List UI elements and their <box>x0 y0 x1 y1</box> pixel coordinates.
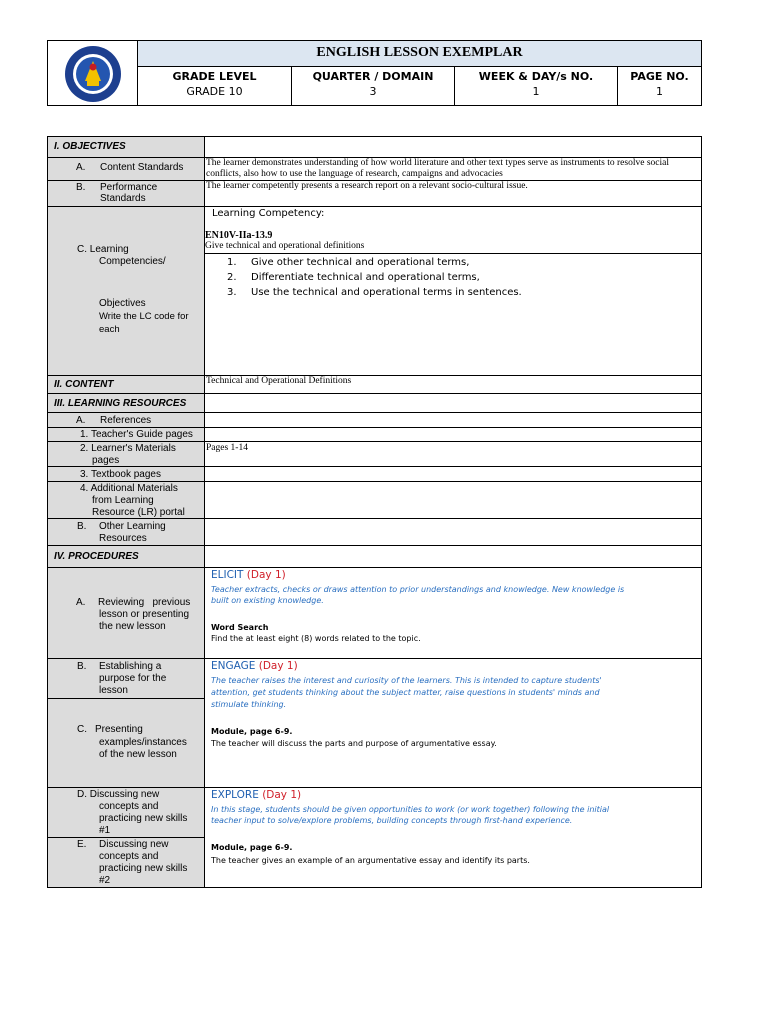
procedures-heading: IV. PROCEDURES <box>54 551 139 562</box>
additional-materials-label-1: 4. Additional Materials <box>80 483 178 494</box>
page-no-value: 1 <box>656 85 663 98</box>
references-cell <box>47 412 205 428</box>
procedure-d-label-1: D. Discussing new <box>77 789 160 800</box>
learning-competencies-label-2: Competencies/ <box>99 256 166 267</box>
procedure-a-letter: A. <box>76 597 86 608</box>
elicit-activity: Word Search <box>211 623 269 632</box>
engage-title-line <box>211 660 298 672</box>
resources-heading-cell <box>47 393 205 413</box>
additional-materials-label-3: Resource (LR) portal <box>92 507 185 518</box>
content-heading: II. CONTENT <box>54 379 114 390</box>
references-label: References <box>100 415 152 426</box>
explore-desc-2: teacher input to solve/explore problems, building concepts through first-hand experience. <box>211 816 573 825</box>
engage-title: ENGAGE <box>211 660 256 672</box>
procedure-d-cell <box>47 787 205 838</box>
header-logo-cell <box>47 40 138 106</box>
textbook-label: 3. Textbook pages <box>80 469 161 480</box>
procedure-c-letter: C. <box>77 724 87 735</box>
engage-ref: Module, page 6-9. <box>211 727 293 736</box>
other-resources-cell <box>47 518 205 546</box>
performance-standards-label-cell <box>47 180 205 207</box>
page-no-label: PAGE NO. <box>630 70 689 83</box>
learning-competency-heading: Learning Competency: <box>212 208 325 219</box>
objectives-heading: I. OBJECTIVES <box>54 141 126 152</box>
header-quarter <box>291 66 455 106</box>
procedure-a-label-3: the new lesson <box>99 621 166 632</box>
teachers-guide-cell <box>47 427 205 442</box>
elicit-instruction: Find the at least eight (8) words related to the topic. <box>211 634 421 643</box>
engage-desc-1: The teacher raises the interest and curiosity of the learners. This is intended to capture students' <box>211 676 602 685</box>
procedure-d-label-4: #1 <box>99 825 111 836</box>
engage-desc-2: attention, get students thinking about the subject matter, raise questions in students' minds and <box>211 688 600 697</box>
content-standards-value: The learner demonstrates understanding of how world literature and other text types serve as instruments to resolve social conflicts, also how to use the language of research, campaigns and advocacies <box>206 158 669 179</box>
elicit-title-line <box>211 569 286 581</box>
content-value-cell <box>204 375 702 394</box>
header-grade-level <box>137 66 292 106</box>
performance-standards-label-1: Performance <box>100 182 158 193</box>
learners-materials-cell <box>47 441 205 467</box>
procedure-e-letter: E. <box>77 839 87 850</box>
explore-instruction: The teacher gives an example of an argumentative essay and identify its parts. <box>211 856 530 865</box>
engage-cell <box>204 658 702 788</box>
other-resources-value <box>204 518 702 546</box>
content-standards-label-cell <box>47 157 205 181</box>
teachers-guide-value <box>204 427 702 442</box>
content-heading-cell <box>47 375 205 394</box>
learning-competencies-label-5: each <box>99 324 120 335</box>
procedure-a-label-1: Reviewing previous <box>98 597 191 608</box>
procedures-heading-cell <box>47 545 205 568</box>
procedure-b-label-1: Establishing a <box>99 661 162 672</box>
engage-instruction: The teacher will discuss the parts and purpose of argumentative essay. <box>211 739 497 748</box>
learning-competencies-label-1: C. Learning <box>77 244 129 255</box>
additional-materials-label-2: from Learning <box>92 495 154 506</box>
other-resources-letter: B. <box>77 521 87 532</box>
procedure-b-label-3: lesson <box>99 685 128 696</box>
procedure-c-label-3: of the new lesson <box>99 749 177 760</box>
elicit-desc-1: Teacher extracts, checks or draws attention to prior understandings and knowledge. New knowledge is <box>211 585 625 594</box>
learners-materials-label-1: 2. Learner's Materials <box>80 443 176 454</box>
header-page <box>617 66 702 106</box>
other-resources-label-1: Other Learning <box>99 521 166 532</box>
objectives-heading-value <box>204 136 702 158</box>
elicit-day: (Day 1) <box>246 569 286 581</box>
other-resources-label-2: Resources <box>99 533 147 544</box>
page-title: ENGLISH LESSON EXEMPLAR <box>316 45 523 60</box>
performance-standards-label-2: Standards <box>100 193 146 204</box>
week-label: WEEK & DAY/s NO. <box>478 70 594 83</box>
engage-day: (Day 1) <box>258 660 298 672</box>
procedure-a-cell <box>47 567 205 659</box>
textbook-cell <box>47 466 205 482</box>
learning-competency-code-desc: Give technical and operational definitions <box>205 241 365 251</box>
learning-competencies-label-cell <box>47 206 205 376</box>
quarter-label: QUARTER / DOMAIN <box>312 70 434 83</box>
content-value: Technical and Operational Definitions <box>206 376 352 386</box>
teachers-guide-label: 1. Teacher's Guide pages <box>80 429 193 440</box>
learning-competencies-label-4: Write the LC code for <box>99 311 189 322</box>
resources-heading-value <box>204 393 702 413</box>
elicit-title: ELICIT <box>211 569 244 581</box>
procedure-c-label-2: examples/instances <box>99 737 187 748</box>
header-week <box>454 66 618 106</box>
procedure-d-label-3: practicing new skills <box>99 813 188 824</box>
content-standards-value-cell <box>204 157 702 181</box>
explore-title: EXPLORE <box>211 789 259 801</box>
learning-competencies-label-3: Objectives <box>99 298 146 309</box>
explore-ref: Module, page 6-9. <box>211 843 293 852</box>
procedure-e-label-3: practicing new skills <box>99 863 188 874</box>
learners-materials-value-cell <box>204 441 702 467</box>
grade-level-value: GRADE 10 <box>186 85 243 98</box>
deped-seal-icon <box>53 43 133 103</box>
resources-heading: III. LEARNING RESOURCES <box>54 398 187 409</box>
learning-competencies-value-cell: Learning Competency: EN10V-IIa-13.9 Give technical and operational definitions 1. Give other technical and operational terms, 2. Differentiate technical and operational terms, 3. Use the technical and operational terms in sentences. <box>204 206 702 376</box>
week-value: 1 <box>532 85 540 98</box>
explore-day: (Day 1) <box>262 789 302 801</box>
objectives-heading-cell <box>47 136 205 158</box>
explore-cell <box>204 787 702 888</box>
content-standards-label: Content Standards <box>100 162 184 173</box>
procedure-c-label-1: Presenting <box>95 724 143 735</box>
grade-level-label: GRADE LEVEL <box>172 70 257 83</box>
references-letter: A. <box>76 415 86 426</box>
references-value <box>204 412 702 428</box>
competency-divider <box>205 253 701 254</box>
elicit-cell <box>204 567 702 659</box>
header-title-cell <box>137 40 702 67</box>
elicit-desc-2: built on existing knowledge. <box>211 596 324 605</box>
performance-standards-value: The learner competently presents a research report on a relevant socio-cultural issue. <box>206 181 528 191</box>
procedure-b-label-2: purpose for the <box>99 673 167 684</box>
performance-standards-value-cell <box>204 180 702 207</box>
learners-materials-label-2: pages <box>92 455 120 466</box>
procedure-b-letter: B. <box>77 661 87 672</box>
procedure-e-label-2: concepts and <box>99 851 159 862</box>
learners-materials-value: Pages 1-14 <box>206 443 248 453</box>
procedure-b-cell <box>47 658 205 699</box>
textbook-value <box>204 466 702 482</box>
procedure-a-label-2: lesson or presenting <box>99 609 190 620</box>
procedure-c-cell <box>47 698 205 788</box>
content-standards-letter: A. <box>76 162 86 173</box>
procedure-e-label-4: #2 <box>99 875 111 886</box>
procedures-heading-value <box>204 545 702 568</box>
procedure-d-label-2: concepts and <box>99 801 159 812</box>
quarter-value: 3 <box>369 85 377 98</box>
procedure-e-cell <box>47 837 205 888</box>
learning-competency-code: EN10V-IIa-13.9 <box>205 230 273 241</box>
explore-desc-1: In this stage, students should be given opportunities to work (or work together) following the initial <box>211 805 610 814</box>
explore-title-line <box>211 789 301 801</box>
procedure-e-label-1: Discussing new <box>99 839 169 850</box>
engage-desc-3: stimulate thinking. <box>211 700 287 709</box>
additional-materials-cell <box>47 481 205 519</box>
performance-standards-letter: B. <box>76 182 86 193</box>
additional-materials-value <box>204 481 702 519</box>
